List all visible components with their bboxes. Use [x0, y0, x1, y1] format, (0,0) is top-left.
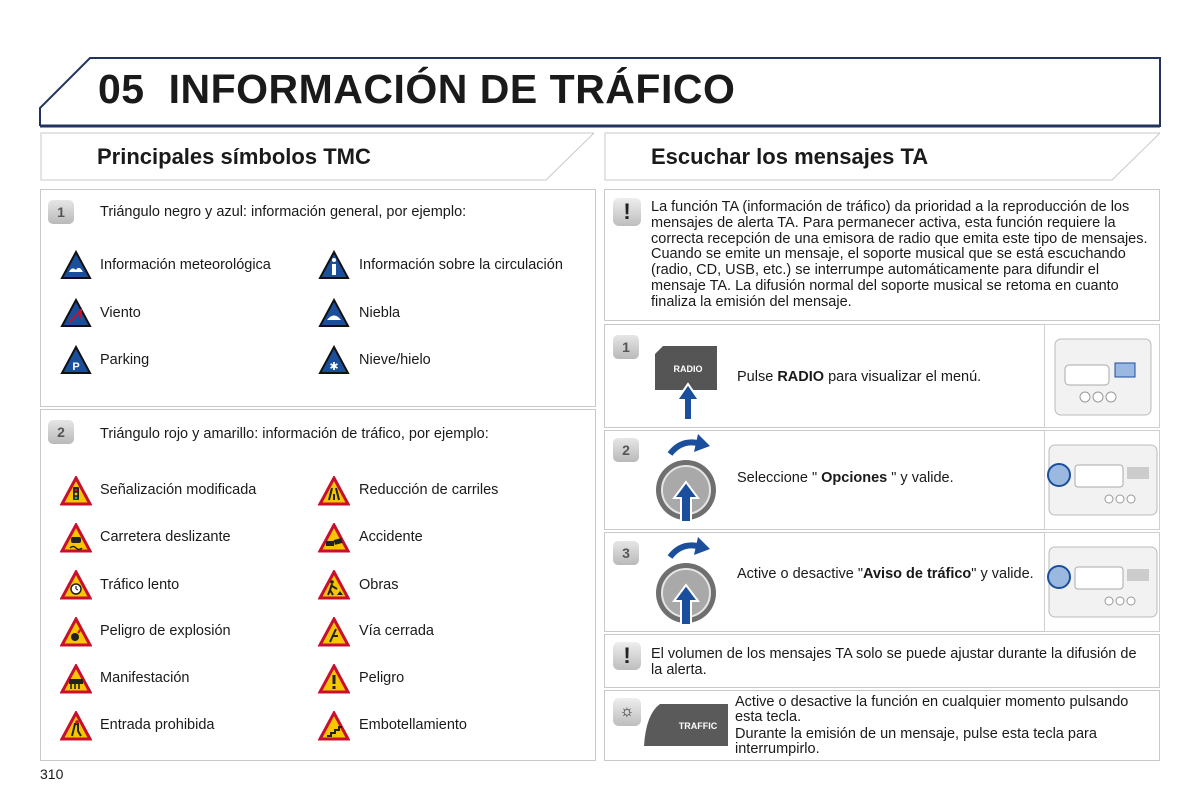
- left-section-title: Principales símbolos TMC: [97, 144, 371, 169]
- step-badge-2: 2: [48, 420, 74, 444]
- step-badge-1: 1: [613, 335, 639, 359]
- sign-label: Embotellamiento: [359, 717, 467, 733]
- group1-intro: Triángulo negro y azul: información general, por ejemplo:: [100, 204, 467, 220]
- rotary-knob-icon: [652, 535, 722, 629]
- sign-label: Peligro de explosión: [100, 623, 231, 639]
- warning-icon: !: [613, 198, 641, 226]
- sign-label: Nieve/hielo: [359, 352, 431, 368]
- explosion-sign-icon: [60, 617, 92, 647]
- road-closed-sign-icon: [318, 617, 350, 647]
- svg-text:✱: ✱: [329, 360, 339, 373]
- info-sign-icon: [318, 250, 350, 280]
- step2-text: Seleccione " Opciones " y valide.: [737, 470, 954, 486]
- svg-text:P: P: [72, 361, 80, 373]
- sign-label: Carretera deslizante: [100, 529, 231, 545]
- sign-label: Vía cerrada: [359, 623, 434, 639]
- signal-changed-sign-icon: [60, 476, 92, 506]
- tip-bulb-icon: ☼: [613, 698, 641, 726]
- traffic-jam-sign-icon: [318, 711, 350, 741]
- step-badge-3: 3: [613, 541, 639, 565]
- chapter-title: INFORMACIÓN DE TRÁFICO: [168, 66, 736, 112]
- sign-label: Accidente: [359, 529, 423, 545]
- step-badge-2: 2: [613, 438, 639, 462]
- page-number: 310: [40, 766, 64, 782]
- knob-panel-illustration: [1045, 431, 1161, 531]
- right-section-title: Escuchar los mensajes TA: [651, 144, 929, 169]
- slow-traffic-sign-icon: [60, 570, 92, 600]
- ta-note-text: El volumen de los mensajes TA solo se puede ajustar durante la difusión de la alerta.: [651, 646, 1137, 678]
- sign-label: Tráfico lento: [100, 577, 180, 593]
- traffic-key-label: TRAFFIC: [678, 721, 718, 731]
- group2-intro: Triángulo rojo y amarillo: información de tráfico, por ejemplo:: [100, 426, 489, 442]
- knob-panel-illustration: [1045, 533, 1161, 633]
- weather-sign-icon: [60, 250, 92, 280]
- knob-panel-thumbnail: [1044, 532, 1160, 632]
- sign-label: Entrada prohibida: [100, 717, 215, 733]
- no-entry-sign-icon: [60, 711, 92, 741]
- radio-panel-thumbnail: [1044, 324, 1160, 428]
- sign-label: Niebla: [359, 305, 401, 321]
- traffic-key-icon: [642, 702, 730, 748]
- sign-label: Señalización modificada: [100, 482, 257, 498]
- roadworks-sign-icon: [318, 570, 350, 600]
- sign-label: Obras: [359, 577, 399, 593]
- demonstration-sign-icon: [60, 664, 92, 694]
- sign-label: Viento: [100, 305, 141, 321]
- lane-reduction-sign-icon: [318, 476, 350, 506]
- traffic-text-2: Durante la emisión de un mensaje, pulse esta tecla para interrumpirlo.: [735, 726, 1097, 757]
- radio-key-icon: [655, 346, 721, 422]
- radio-key-label: RADIO: [673, 364, 703, 374]
- accident-sign-icon: [318, 523, 350, 553]
- wind-sign-icon: [60, 298, 92, 328]
- step1-text: Pulse RADIO para visualizar el menú.: [737, 369, 982, 385]
- sign-label: Información sobre la circulación: [359, 257, 563, 273]
- parking-sign-icon: [60, 345, 92, 375]
- sign-label: Reducción de carriles: [359, 482, 499, 498]
- sign-label: Información meteorológica: [100, 257, 271, 273]
- traffic-text-1: Active o desactive la función en cualquier momento pulsando esta tecla.: [735, 694, 1129, 725]
- rotary-knob-icon: [652, 432, 722, 526]
- step-badge-1: 1: [48, 200, 74, 224]
- danger-sign-icon: [318, 664, 350, 694]
- page-title: [98, 66, 735, 113]
- ta-intro-text: La función TA (información de tráfico) da prioridad a la reproducción de los mensajes de alerta TA. Para permanecer activa, esta función requiere la correcta recepción de una emisora de radio que emita este tipo de mensajes. Cuando se emite un mensaje, el soporte musical que se está escuchando (radio, CD, USB, etc.) se interrumpe automáticamente para difundir el mensaje TA. La difusión normal del soporte musical se retoma en cuanto finaliza la emisión del mensaje.: [651, 199, 1148, 310]
- step3-text: Active o desactive "Aviso de tráfico" y valide.: [737, 566, 1034, 582]
- sign-label: Parking: [100, 352, 150, 368]
- warning-icon: !: [613, 642, 641, 670]
- sign-label: Manifestación: [100, 670, 190, 686]
- knob-panel-thumbnail: [1044, 430, 1160, 530]
- slippery-road-sign-icon: [60, 523, 92, 553]
- sign-label: Peligro: [359, 670, 405, 686]
- snow-sign-icon: [318, 345, 350, 375]
- radio-panel-illustration: [1045, 325, 1161, 429]
- fog-sign-icon: [318, 298, 350, 328]
- chapter-number: 05: [98, 66, 145, 112]
